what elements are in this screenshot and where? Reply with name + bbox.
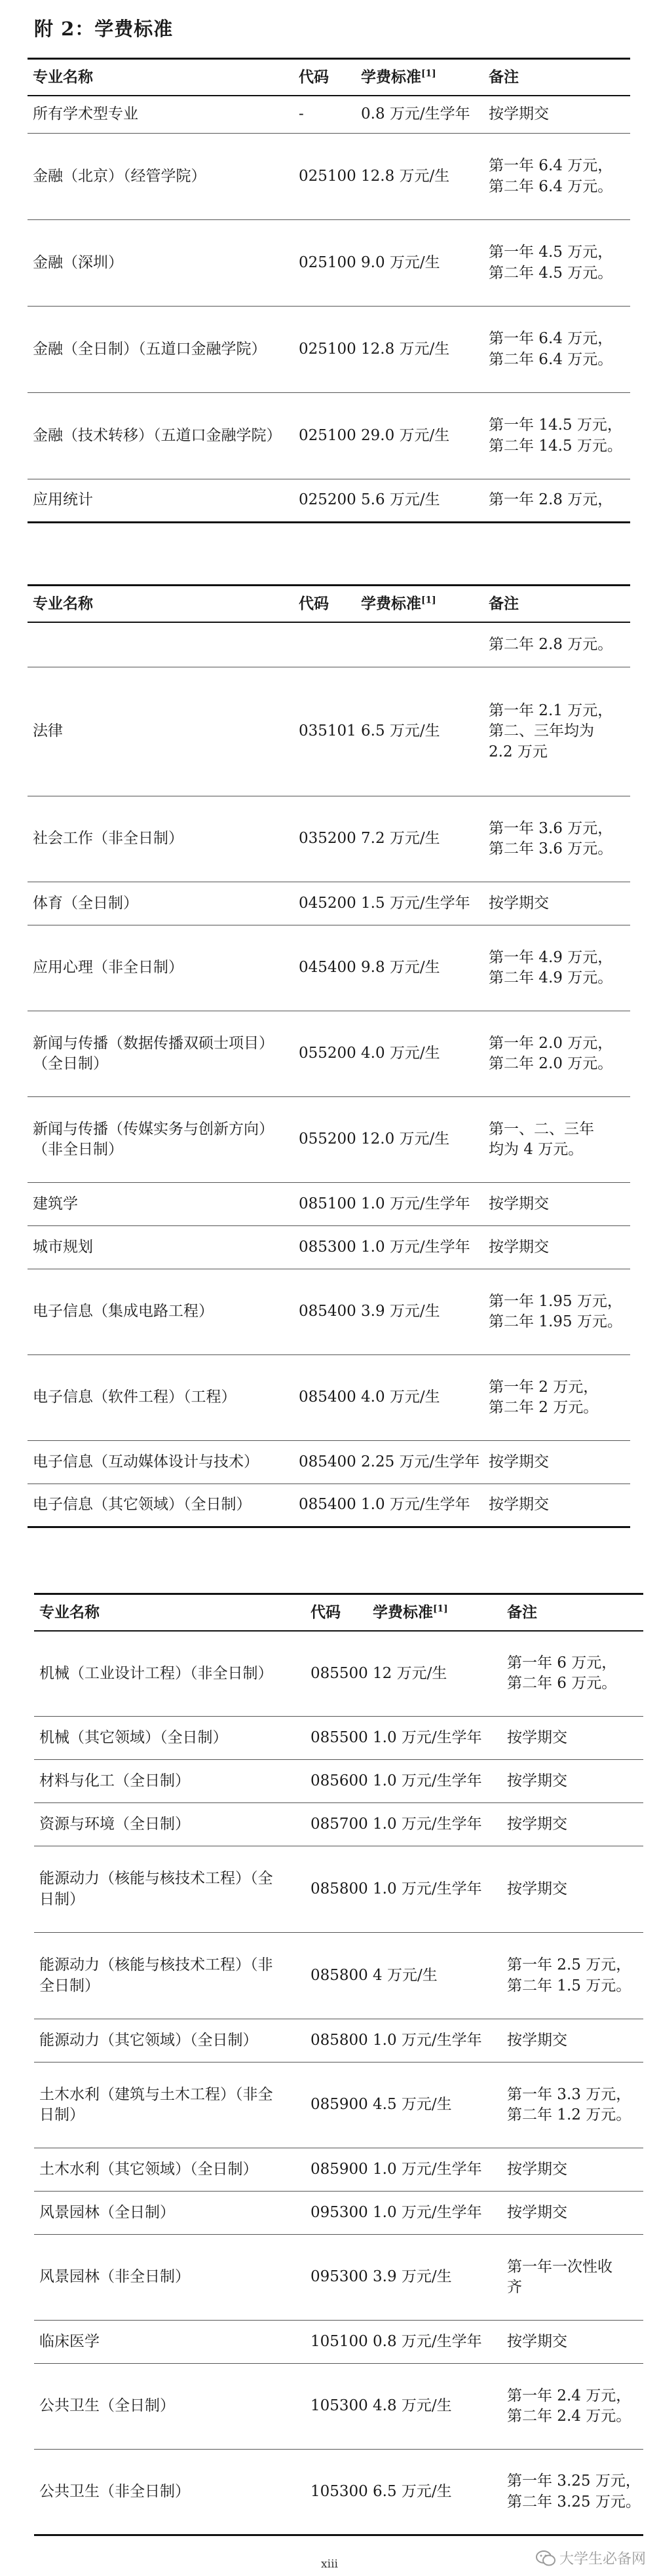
cell-fee: 1.5 万元/生学年 <box>358 882 486 925</box>
table-row <box>34 2364 643 2450</box>
table-row <box>34 2321 643 2364</box>
cell-fee <box>358 622 486 667</box>
cell-name: 能源动力（其它领域）（全日制） <box>34 2019 308 2063</box>
cell-code: 105100 <box>308 2321 370 2364</box>
cell-name: 机械（其它领域）（全日制） <box>34 1717 308 1760</box>
table-row <box>28 1011 630 1097</box>
cell-code <box>296 622 358 667</box>
cell-code: 045400 <box>296 925 358 1011</box>
cell-fee: 3.9 万元/生 <box>370 2235 504 2321</box>
watermark-text: 大学生必备网 <box>559 2551 646 2567</box>
cell-name: 金融（技术转移）（五道口金融学院） <box>28 393 296 479</box>
cell-fee: 2.25 万元/生学年 <box>358 1441 486 1484</box>
cell-code: 085400 <box>296 1355 358 1441</box>
fee-table-3 <box>34 1593 643 2536</box>
cell-note: 按学期交 <box>504 2019 643 2063</box>
cell-code: 085500 <box>308 1631 370 1717</box>
cell-name <box>28 622 296 667</box>
fee-table-2 <box>28 584 630 1528</box>
cell-fee: 6.5 万元/生 <box>370 2450 504 2535</box>
table-row <box>28 220 630 307</box>
cell-fee: 29.0 万元/生 <box>358 393 486 479</box>
cell-code: 025200 <box>296 479 358 523</box>
table-row <box>28 1355 630 1441</box>
cell-fee: 0.8 万元/生学年 <box>358 96 486 134</box>
cell-name: 材料与化工（全日制） <box>34 1760 308 1803</box>
cell-note: 第一年 2.1 万元， 第二、三年均为 2.2 万元 <box>486 667 630 796</box>
cell-code: 085400 <box>296 1484 358 1527</box>
cell-name: 能源动力（核能与核技术工程）（全 日制） <box>34 1846 308 1933</box>
cell-name: 临床医学 <box>34 2321 308 2364</box>
cell-note: 第一年 2 万元， 第二年 2 万元。 <box>486 1355 630 1441</box>
cell-note: 第一年 2.4 万元， 第二年 2.4 万元。 <box>504 2364 643 2450</box>
cell-code: 055200 <box>296 1097 358 1183</box>
table-row <box>34 2019 643 2063</box>
cell-note: 第一年 3.6 万元， 第二年 3.6 万元。 <box>486 796 630 882</box>
cell-code: 025100 <box>296 307 358 393</box>
table-row <box>28 1226 630 1269</box>
cell-fee: 1.0 万元/生学年 <box>370 1846 504 1933</box>
cell-note: 第二年 2.8 万元。 <box>486 622 630 667</box>
table-row <box>34 1631 643 1717</box>
cell-note: 按学期交 <box>486 1226 630 1269</box>
cell-fee: 9.8 万元/生 <box>358 925 486 1011</box>
cell-fee: 1.0 万元/生学年 <box>370 2019 504 2063</box>
wechat-icon <box>536 2550 555 2567</box>
cell-name: 体育（全日制） <box>28 882 296 925</box>
table-row <box>34 2235 643 2321</box>
cell-code: 025100 <box>296 393 358 479</box>
cell-name: 电子信息（集成电路工程） <box>28 1269 296 1355</box>
cell-note: 第一年 2.0 万元， 第二年 2.0 万元。 <box>486 1011 630 1097</box>
header-code: 代码 <box>308 1594 370 1631</box>
cell-fee: 1.0 万元/生学年 <box>358 1226 486 1269</box>
watermark <box>536 2548 646 2568</box>
cell-note: 第一年 6.4 万元， 第二年 6.4 万元。 <box>486 134 630 220</box>
cell-code: 085300 <box>296 1226 358 1269</box>
cell-note: 第一年 4.9 万元， 第二年 4.9 万元。 <box>486 925 630 1011</box>
cell-note: 第一年 3.3 万元， 第二年 1.2 万元。 <box>504 2063 643 2148</box>
cell-note: 第一、二、三年 均为 4 万元。 <box>486 1097 630 1183</box>
table-row <box>34 1803 643 1846</box>
cell-name: 公共卫生（全日制） <box>34 2364 308 2450</box>
cell-code: 045200 <box>296 882 358 925</box>
cell-note: 第一年 14.5 万元， 第二年 14.5 万元。 <box>486 393 630 479</box>
cell-note: 按学期交 <box>504 2192 643 2235</box>
cell-name: 风景园林（非全日制） <box>34 2235 308 2321</box>
table-row <box>28 925 630 1011</box>
cell-code: 085100 <box>296 1183 358 1226</box>
cell-note: 按学期交 <box>486 1484 630 1527</box>
cell-code: 095300 <box>308 2235 370 2321</box>
cell-note: 第一年 1.95 万元， 第二年 1.95 万元。 <box>486 1269 630 1355</box>
cell-fee: 1.0 万元/生学年 <box>358 1484 486 1527</box>
cell-code: 025100 <box>296 220 358 307</box>
cell-fee: 4.5 万元/生 <box>370 2063 504 2148</box>
header-note: 备注 <box>486 586 630 622</box>
table-row <box>28 134 630 220</box>
cell-name: 土木水利（其它领域）（全日制） <box>34 2148 308 2192</box>
cell-fee: 12.8 万元/生 <box>358 307 486 393</box>
cell-name: 机械（工业设计工程）（非全日制） <box>34 1631 308 1717</box>
header-name: 专业名称 <box>28 59 296 96</box>
cell-name: 法律 <box>28 667 296 796</box>
cell-note: 第一年 3.25 万元， 第二年 3.25 万元。 <box>504 2450 643 2535</box>
cell-code: 085900 <box>308 2148 370 2192</box>
cell-fee: 1.0 万元/生学年 <box>370 1717 504 1760</box>
cell-name: 社会工作（非全日制） <box>28 796 296 882</box>
cell-fee: 5.6 万元/生 <box>358 479 486 523</box>
cell-code: 085400 <box>296 1269 358 1355</box>
table-row <box>28 1097 630 1183</box>
header-fee: 学费标准[1] <box>358 586 486 622</box>
cell-name: 电子信息（其它领域）（全日制） <box>28 1484 296 1527</box>
cell-name: 土木水利（建筑与土木工程）（非全 日制） <box>34 2063 308 2148</box>
cell-note: 按学期交 <box>504 1846 643 1933</box>
cell-note: 按学期交 <box>486 882 630 925</box>
cell-name: 资源与环境（全日制） <box>34 1803 308 1846</box>
header-fee: 学费标准[1] <box>358 59 486 96</box>
cell-name: 金融（北京）（经管学院） <box>28 134 296 220</box>
header-name: 专业名称 <box>28 586 296 622</box>
table-row <box>34 2450 643 2535</box>
cell-note: 按学期交 <box>504 1803 643 1846</box>
cell-name: 所有学术型专业 <box>28 96 296 134</box>
cell-fee: 1.0 万元/生学年 <box>370 1760 504 1803</box>
cell-name: 建筑学 <box>28 1183 296 1226</box>
cell-fee: 4.0 万元/生 <box>358 1355 486 1441</box>
cell-code: 085400 <box>296 1441 358 1484</box>
header-name: 专业名称 <box>34 1594 308 1631</box>
table-row <box>34 1717 643 1760</box>
cell-code: 085900 <box>308 2063 370 2148</box>
table-row <box>28 307 630 393</box>
table-row <box>28 479 630 523</box>
cell-code: 025100 <box>296 134 358 220</box>
cell-fee: 7.2 万元/生 <box>358 796 486 882</box>
table-row <box>34 2063 643 2148</box>
cell-code: 055200 <box>296 1011 358 1097</box>
table-row <box>28 1484 630 1527</box>
cell-note: 第一年 2.5 万元， 第二年 1.5 万元。 <box>504 1933 643 2019</box>
table-row <box>28 622 630 667</box>
cell-note: 按学期交 <box>486 1183 630 1226</box>
header-note: 备注 <box>486 59 630 96</box>
page-number: xiii <box>321 2558 338 2571</box>
cell-name: 电子信息（互动媒体设计与技术） <box>28 1441 296 1484</box>
cell-note: 按学期交 <box>504 2321 643 2364</box>
table-row <box>28 1441 630 1484</box>
cell-fee: 12.8 万元/生 <box>358 134 486 220</box>
header-code: 代码 <box>296 586 358 622</box>
cell-code: 085800 <box>308 1846 370 1933</box>
fee-table-1 <box>28 58 630 523</box>
cell-note: 第一年 6 万元， 第二年 6 万元。 <box>504 1631 643 1717</box>
cell-code: 105300 <box>308 2364 370 2450</box>
cell-note: 按学期交 <box>486 1441 630 1484</box>
cell-name: 风景园林（全日制） <box>34 2192 308 2235</box>
table-row <box>34 2192 643 2235</box>
cell-name: 新闻与传播（传媒实务与创新方向） （非全日制） <box>28 1097 296 1183</box>
cell-name: 能源动力（核能与核技术工程）（非 全日制） <box>34 1933 308 2019</box>
cell-note: 第一年一次性收 齐 <box>504 2235 643 2321</box>
cell-fee: 1.0 万元/生学年 <box>370 2192 504 2235</box>
table-row <box>28 667 630 796</box>
cell-fee: 4 万元/生 <box>370 1933 504 2019</box>
table-row <box>34 2148 643 2192</box>
cell-name: 应用心理（非全日制） <box>28 925 296 1011</box>
cell-fee: 12.0 万元/生 <box>358 1097 486 1183</box>
cell-code: 105300 <box>308 2450 370 2535</box>
cell-name: 新闻与传播（数据传播双硕士项目） （全日制） <box>28 1011 296 1097</box>
table-row <box>34 1760 643 1803</box>
cell-code: 085700 <box>308 1803 370 1846</box>
table-row <box>34 1933 643 2019</box>
cell-fee: 4.8 万元/生 <box>370 2364 504 2450</box>
page-title: 附 2：学费标准 <box>34 18 174 40</box>
table-row <box>28 796 630 882</box>
cell-note: 第一年 6.4 万元， 第二年 6.4 万元。 <box>486 307 630 393</box>
table-row <box>28 96 630 134</box>
cell-note: 按学期交 <box>504 1717 643 1760</box>
table-row <box>34 1846 643 1933</box>
cell-fee: 4.0 万元/生 <box>358 1011 486 1097</box>
cell-code: 035200 <box>296 796 358 882</box>
table-row <box>28 1269 630 1355</box>
cell-fee: 3.9 万元/生 <box>358 1269 486 1355</box>
cell-code: 035101 <box>296 667 358 796</box>
cell-name: 城市规划 <box>28 1226 296 1269</box>
cell-note: 按学期交 <box>504 1760 643 1803</box>
cell-fee: 0.8 万元/生学年 <box>370 2321 504 2364</box>
cell-fee: 1.0 万元/生学年 <box>370 2148 504 2192</box>
table-row <box>28 393 630 479</box>
cell-fee: 12 万元/生 <box>370 1631 504 1717</box>
cell-note: 按学期交 <box>504 2148 643 2192</box>
cell-code: 095300 <box>308 2192 370 2235</box>
cell-note: 第一年 4.5 万元， 第二年 4.5 万元。 <box>486 220 630 307</box>
table-row <box>28 1183 630 1226</box>
cell-fee: 9.0 万元/生 <box>358 220 486 307</box>
table-row <box>28 882 630 925</box>
cell-fee: 6.5 万元/生 <box>358 667 486 796</box>
header-fee: 学费标准[1] <box>370 1594 504 1631</box>
cell-code: - <box>296 96 358 134</box>
cell-fee: 1.0 万元/生学年 <box>370 1803 504 1846</box>
header-code: 代码 <box>296 59 358 96</box>
cell-code: 085800 <box>308 1933 370 2019</box>
cell-name: 公共卫生（非全日制） <box>34 2450 308 2535</box>
cell-name: 应用统计 <box>28 479 296 523</box>
cell-note: 按学期交 <box>486 96 630 134</box>
cell-name: 金融（全日制）（五道口金融学院） <box>28 307 296 393</box>
cell-note: 第一年 2.8 万元， <box>486 479 630 523</box>
cell-fee: 1.0 万元/生学年 <box>358 1183 486 1226</box>
cell-name: 电子信息（软件工程）（工程） <box>28 1355 296 1441</box>
header-note: 备注 <box>504 1594 643 1631</box>
cell-name: 金融（深圳） <box>28 220 296 307</box>
cell-code: 085600 <box>308 1760 370 1803</box>
cell-code: 085500 <box>308 1717 370 1760</box>
cell-code: 085800 <box>308 2019 370 2063</box>
